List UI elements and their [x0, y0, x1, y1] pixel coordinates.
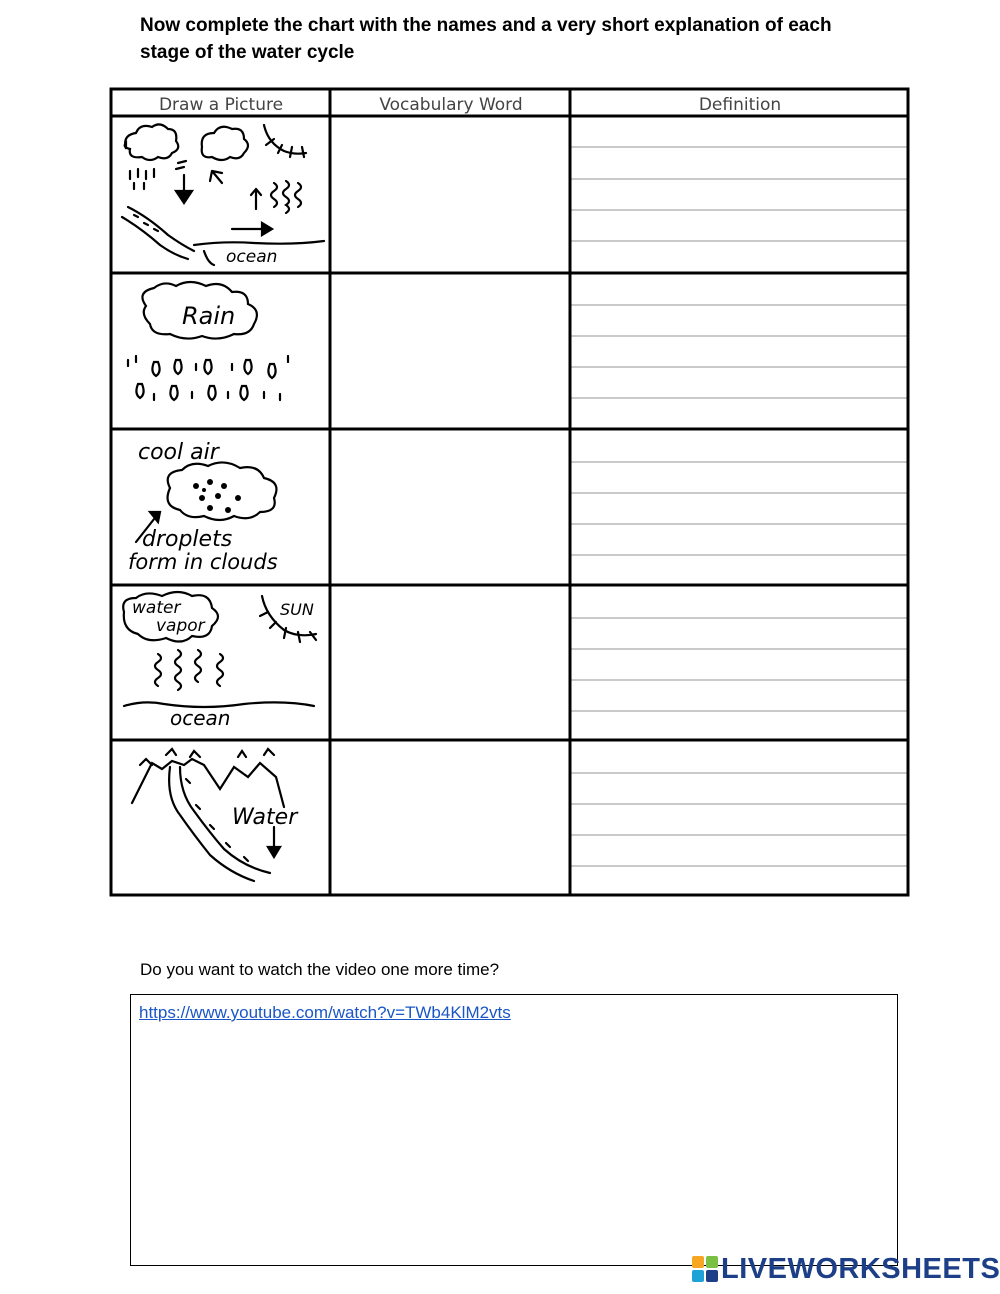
definition-input-1[interactable] [574, 119, 906, 271]
label-ocean-2: ocean [170, 706, 231, 730]
label-water: water [132, 598, 181, 618]
liveworksheets-brand [692, 1252, 1000, 1286]
definition-input-4[interactable] [574, 588, 906, 738]
video-link[interactable]: https://www.youtube.com/watch?v=TWb4KlM2vts [139, 1003, 511, 1022]
header-definition: Definition [698, 95, 782, 115]
label-water-runoff: Water [232, 805, 298, 830]
label-cool-air: cool air [138, 440, 219, 465]
definition-input-2[interactable] [574, 276, 906, 427]
mountain-runoff-drawing [114, 743, 328, 893]
label-rain: Rain [182, 302, 236, 330]
brand-name: LIVEWORKSHEETS [721, 1252, 1000, 1285]
label-droplets: droplets [142, 527, 233, 552]
label-form-in-clouds: form in clouds [128, 550, 278, 574]
definition-input-3[interactable] [574, 432, 906, 583]
video-answer-box[interactable] [130, 994, 898, 1266]
definition-input-5[interactable] [574, 743, 906, 893]
header-vocabulary-word: Vocabulary Word [379, 95, 523, 115]
header-draw-a-picture: Draw a Picture [158, 95, 284, 115]
rain-cloud-drawing [114, 276, 328, 427]
instructions-heading: Now complete the chart with the names and a very short explanation of each stage of the water cycle [140, 15, 832, 63]
label-ocean-1: ocean [226, 247, 278, 267]
vocabulary-input-5[interactable] [334, 743, 568, 893]
label-vapor: vapor [156, 616, 205, 636]
vocabulary-input-4[interactable] [334, 588, 568, 738]
vocabulary-input-1[interactable] [334, 119, 568, 271]
vocabulary-input-2[interactable] [334, 276, 568, 427]
water-cycle-drawing [114, 119, 328, 271]
vocabulary-input-3[interactable] [334, 432, 568, 583]
evaporation-drawing [114, 588, 328, 738]
condensation-cloud-drawing [114, 432, 328, 583]
label-sun: SUN [280, 600, 314, 619]
water-cycle-chart [108, 86, 912, 898]
video-question: Do you want to watch the video one more time? [140, 960, 500, 979]
liveworksheets-logo-icon [692, 1256, 718, 1282]
